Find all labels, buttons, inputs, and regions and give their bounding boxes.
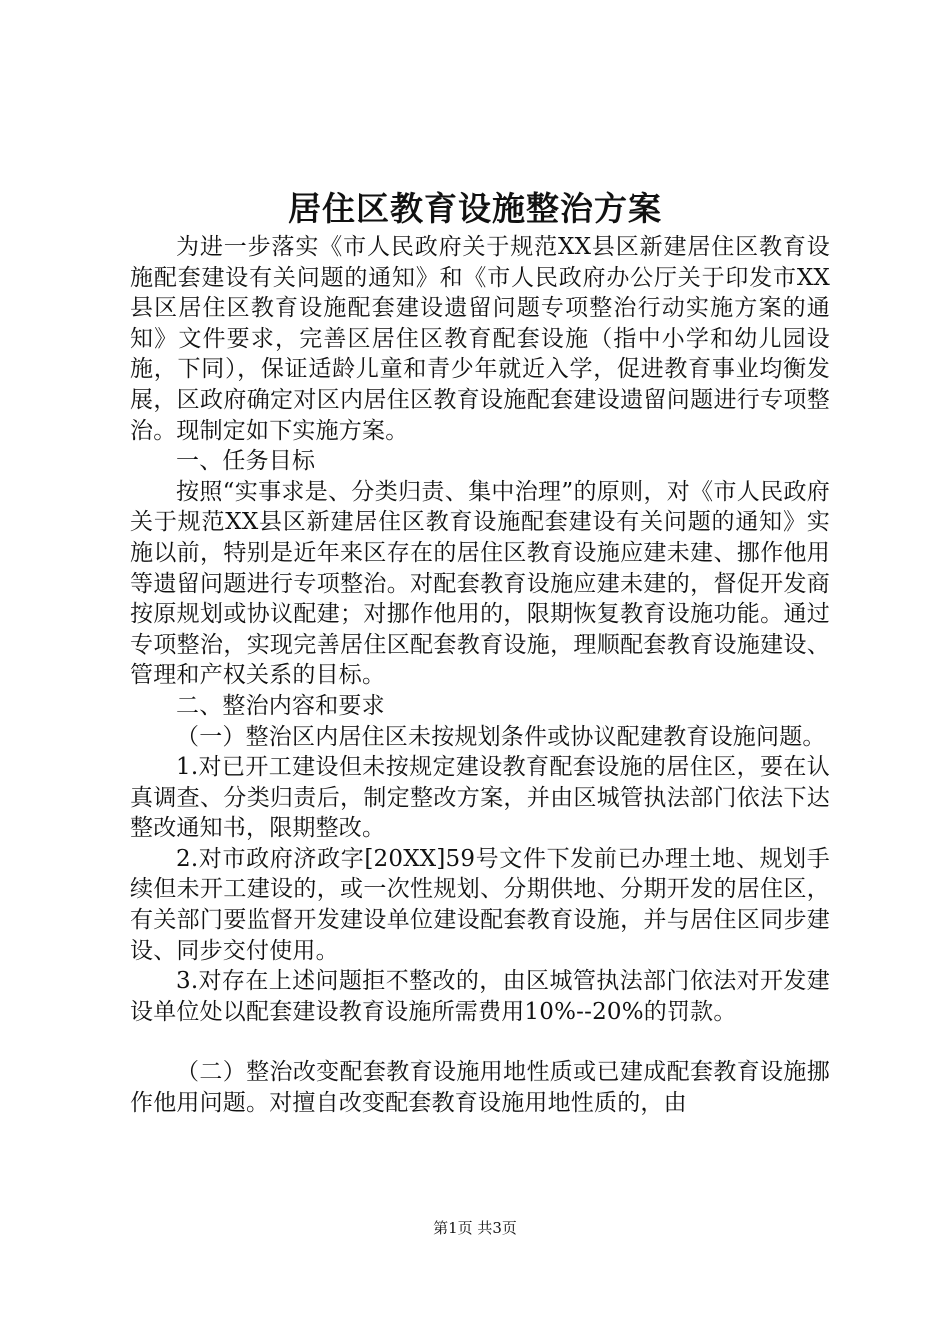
page-footer: 第1页 共3页 [433,1219,517,1237]
heading-task-goal: 一、任务目标 [176,448,316,475]
item-3: 3.对存在上述问题拒不整改的，由区城管执法部门依法对开发建设单位处以配套建设教育设施所需费用10%--20%的罚款。 [130,968,830,1025]
subheading-one: （一）整治区内居住区未按规划条件或协议配建教育设施问题。 [176,723,826,750]
subheading-two: （二）整治改变配套教育设施用地性质或已建成配套教育设施挪作他用问题。对擅自改变配套教育设施用地性质的，由 [130,1059,830,1117]
paragraph-intro: 为进一步落实《市人民政府关于规范XX县区新建居住区教育设施配套建设有关问题的通知》和《市人民政府办公厅关于印发市XX县区居住区教育设施配套建设遗留问题专项整治行动实施方案的通知》文件要求，完善区居住区教育配套设施（指中小学和幼儿园设施，下同），保证适龄儿童和青少年就近入学，促进教育事业均衡发展，区政府确定对区内居住区教育设施配套建设遗留问题进行专项整治。现制定如下实施方案。 [130,234,830,444]
item-2: 2.对市政府济政字[20XX]59号文件下发前已办理土地、规划手续但未开工建设的，或一次性规划、分期供地、分期开发的居住区，有关部门要监督开发建设单位建设配套教育设施，并与居住区同步建设、同步交付使用。 [130,845,830,964]
item-1: 1.对已开工建设但未按规定建设教育配套设施的居住区，要在认真调查、分类归责后，制定整改方案，并由区城管执法部门依法下达整改通知书，限期整改。 [130,754,830,842]
document-title: 居住区教育设施整治方案 [288,189,662,228]
paragraph-task-goal: 按照“实事求是、分类归责、集中治理”的原则，对《市人民政府关于规范XX县区新建居住区教育设施配套建设有关问题的通知》实施以前，特别是近年来区存在的居住区教育设施应建未建、挪作他用等遗留问题进行专项整治。对配套教育设施应建未建的，督促开发商按原规划或协议配建；对挪作他用的，限期恢复教育设施功能。通过专项整治，实现完善居住区配套教育设施，理顺配套教育设施建设、管理和产权关系的目标。 [130,478,830,689]
heading-content-requirements: 二、整治内容和要求 [176,692,385,719]
document-body [130,232,830,1119]
